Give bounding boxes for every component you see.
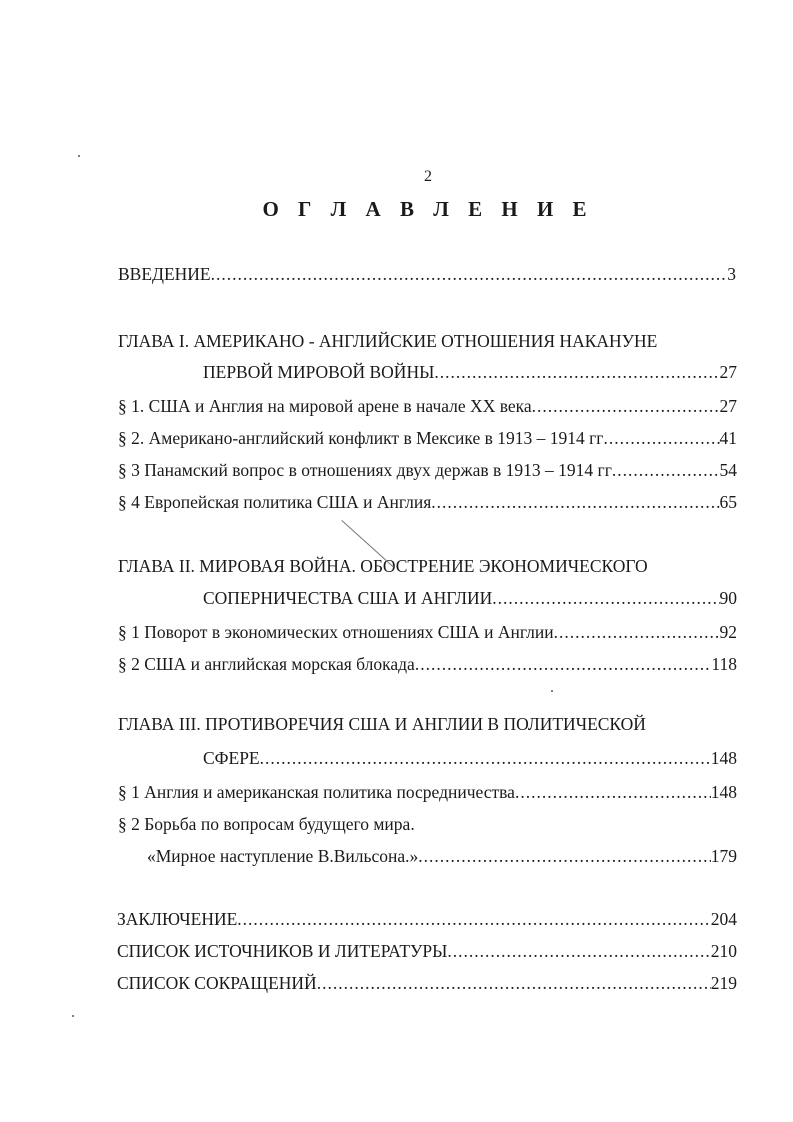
scan-speck	[72, 1015, 74, 1017]
chapter-2-heading: ГЛАВА II. МИРОВАЯ ВОЙНА. ОБОСТРЕНИЕ ЭКОНОМИЧЕСКОГО	[118, 556, 648, 576]
leader-dots	[447, 940, 710, 962]
toc-section	[118, 427, 737, 449]
chapter-1-heading: ГЛАВА I. АМЕРИКАНО - АНГЛИЙСКИЕ ОТНОШЕНИЯ НАКАНУНЕ	[118, 331, 658, 351]
toc-entry-label: § 1 Англия и американская политика посредничества	[118, 782, 515, 802]
toc-section	[118, 621, 737, 643]
toc-entry-label: ВВЕДЕНИЕ	[118, 264, 211, 284]
toc-entry-introduction	[118, 263, 736, 285]
toc-entry-page: 204	[710, 909, 737, 929]
toc-entry-abbreviations	[117, 972, 737, 994]
leader-dots	[211, 263, 728, 285]
leader-dots	[237, 908, 710, 930]
toc-section-cont	[147, 845, 737, 867]
toc-entry-page: 179	[710, 846, 737, 866]
toc-section: § 2 Борьба по вопросам будущего мира.	[118, 814, 415, 834]
leader-dots	[612, 459, 720, 481]
leader-dots	[260, 747, 711, 769]
toc-entry-conclusion	[117, 908, 737, 930]
toc-section	[118, 653, 737, 675]
toc-entry-label: СПИСОК СОКРАЩЕНИЙ	[117, 973, 317, 993]
toc-entry-label: § 2 США и английская морская блокада	[118, 654, 415, 674]
chapter-2-heading-cont	[203, 587, 737, 609]
toc-entry-page: 210	[710, 941, 737, 961]
toc-section	[118, 491, 737, 513]
toc-entry-label: § 4 Европейская политика США и Англия	[118, 492, 432, 512]
toc-entry-page: 92	[719, 622, 737, 642]
toc-entry-page: 41	[719, 428, 737, 448]
scan-speck	[551, 690, 553, 692]
toc-entry-page: 27	[719, 396, 737, 416]
toc-entry-page: 90	[719, 588, 737, 608]
page-number: 2	[424, 168, 432, 185]
toc-entry-label: СФЕРЕ	[203, 748, 260, 768]
toc-entry-page: 148	[710, 748, 737, 768]
leader-dots	[431, 491, 719, 513]
toc-entry-label: СПИСОК ИСТОЧНИКОВ И ЛИТЕРАТУРЫ	[117, 941, 448, 961]
leader-dots	[492, 587, 719, 609]
toc-entry-label: § 1 Поворот в экономических отношениях США и Англии	[118, 622, 554, 642]
toc-entry-page: 65	[719, 492, 737, 512]
toc-entry-page: 27	[719, 362, 737, 382]
toc-entry-sources	[117, 940, 737, 962]
toc-title: О Г Л А В Л Е Н И Е	[262, 197, 594, 221]
leader-dots	[515, 781, 711, 803]
toc-entry-label: СОПЕРНИЧЕСТВА США И АНГЛИИ	[203, 588, 493, 608]
toc-entry-page: 3	[727, 264, 736, 284]
leader-dots	[603, 427, 719, 449]
toc-entry-page: 54	[719, 460, 737, 480]
toc-entry-label: ЗАКЛЮЧЕНИЕ	[117, 909, 238, 929]
toc-entry-label: § 1. США и Англия на мировой арене в начале XX века	[118, 396, 532, 416]
toc-section	[118, 459, 737, 481]
toc-entry-page: 118	[711, 654, 737, 674]
leader-dots	[434, 361, 719, 383]
toc-entry-label: «Мирное наступление В.Вильсона.»	[147, 846, 419, 866]
leader-dots	[532, 395, 720, 417]
toc-entry-label: ПЕРВОЙ МИРОВОЙ ВОЙНЫ	[203, 362, 435, 382]
toc-section	[118, 395, 737, 417]
toc-entry-page: 148	[710, 782, 737, 802]
scan-speck	[78, 155, 80, 157]
toc-entry-page: 219	[710, 973, 737, 993]
chapter-1-heading-cont	[203, 361, 737, 383]
leader-dots	[554, 621, 720, 643]
toc-section	[118, 781, 737, 803]
leader-dots	[317, 972, 711, 994]
chapter-3-heading-cont	[203, 747, 737, 769]
toc-entry-label: § 2. Американо-английский конфликт в Мексике в 1913 – 1914 гг	[118, 428, 604, 448]
leader-dots	[415, 653, 712, 675]
chapter-3-heading: ГЛАВА III. ПРОТИВОРЕЧИЯ США И АНГЛИИ В ПОЛИТИЧЕСКОЙ	[118, 714, 646, 734]
toc-entry-label: § 3 Панамский вопрос в отношениях двух держав в 1913 – 1914 гг	[118, 460, 612, 480]
leader-dots	[418, 845, 710, 867]
